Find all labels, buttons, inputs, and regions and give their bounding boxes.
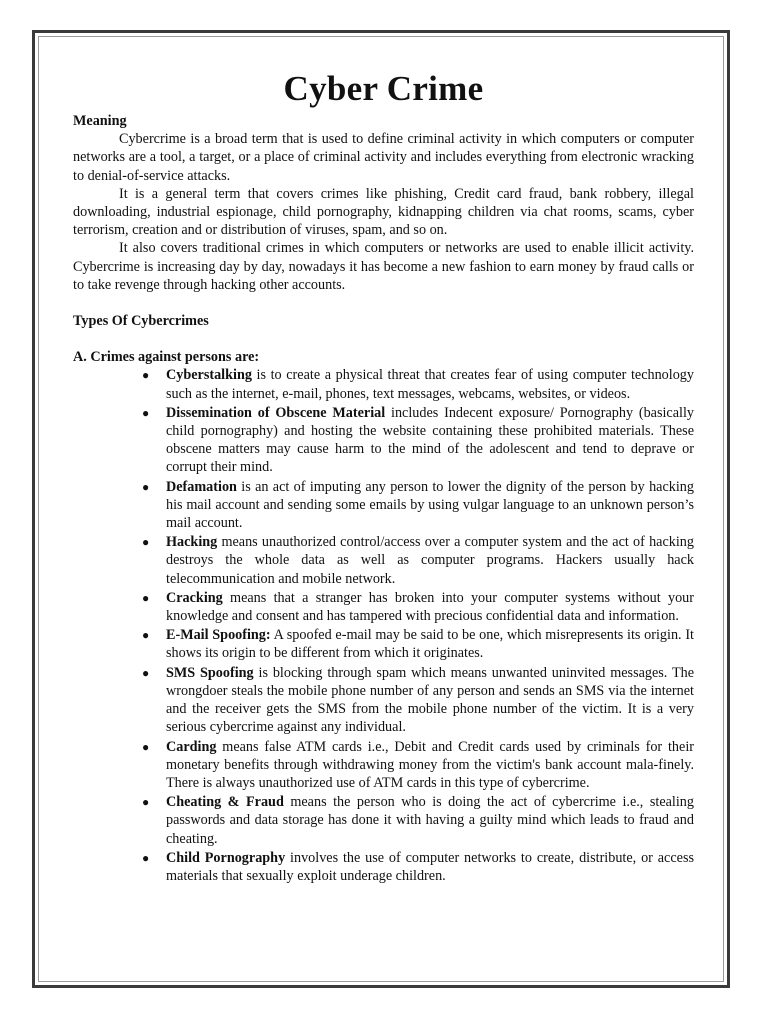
crime-description: involves the use of computer networks to create, distribute, or access materials that sexually exploit underage children. [166, 849, 694, 884]
meaning-paragraph-2: It is a general term that covers crimes like phishing, Credit card fraud, bank robbery, illegal downloading, industrial espionage, child pornography, kidnapping children via chat rooms, scams, cyber terrorism, creation and or distribution of viruses, spam, and so on. [73, 185, 694, 239]
bullet-icon: ● [142, 590, 150, 605]
meaning-paragraph-1: Cybercrime is a broad term that is used to define criminal activity in which computers or computer networks are a tool, a target, or a place of criminal activity and includes everything from electronic wracking to denial-of-service attacks. [73, 131, 694, 184]
bullet-icon: ● [142, 665, 150, 680]
list-item-email-spoofing [142, 626, 695, 662]
list-item-cyberstalking [142, 366, 694, 402]
crime-description: is blocking through spam which means unwanted uninvited messages. The wrongdoer steals the mobile phone number of any person and sends an SMS via the internet and the receiver gets the SMS from the mobile phone number of the victim. It is a very serious cybercrime against any individual. [166, 664, 694, 736]
list-item-sms-spoofing [142, 664, 694, 737]
bullet-icon: ● [142, 628, 150, 643]
meaning-heading: Meaning [73, 113, 127, 129]
bullet-icon: ● [142, 368, 150, 383]
bullet-icon: ● [142, 405, 150, 420]
crime-term: Cyberstalking [166, 367, 252, 384]
list-item-carding [142, 738, 694, 793]
section-a-heading: A. Crimes against persons are: [73, 349, 260, 366]
crime-term: Child Pornography [166, 849, 286, 866]
crime-description: means the person who is doing the act of cybercrime i.e., stealing passwords and data storage has done it with having a guilty mind which leads to fraud and cheating. [166, 794, 694, 847]
crime-term: Dissemination of Obscene Material [166, 404, 386, 421]
bullet-icon: ● [142, 850, 150, 865]
crime-term: SMS Spoofing [166, 664, 254, 681]
list-item-defamation [142, 478, 694, 533]
crime-term: Cheating & Fraud [166, 794, 284, 811]
spacer [73, 294, 694, 312]
meaning-paragraph-3: It also covers traditional crimes in which computers or networks are used to enable illicit activity. Cybercrime is increasing day by day, nowadays it has become a new fashion to earn money by fraud calls or to take revenge through hacking other accounts. [73, 240, 694, 293]
list-item-hacking [142, 533, 694, 588]
crime-description: is to create a physical threat that creates fear of using computer technology such as the internet, e-mail, phones, text messages, webcams, websites, or videos. [166, 367, 694, 402]
bullet-icon: ● [142, 535, 150, 550]
document-title: Cyber Crime [283, 69, 484, 108]
crime-description: is an act of imputing any person to lower the dignity of the person by hacking his mail account and sending some emails by using vulgar language to an unknown person’s mail account. [166, 478, 694, 532]
crime-description: means that a stranger has broken into your computer systems without your knowledge and consent and has tampered with precious confidential data and information. [166, 589, 694, 625]
crime-description: means false ATM cards i.e., Debit and Credit cards used by criminals for their monetary benefits through withdrawing money from the victim's bank account mala-finely. There is always unauthorized use of ATM cards in this type of cybercrime. [166, 738, 694, 791]
bullet-icon: ● [142, 739, 150, 754]
crime-term: E-Mail Spoofing: [166, 627, 271, 644]
spacer [73, 330, 694, 348]
list-item-cheating-fraud [142, 793, 694, 848]
list-item-obscene-material [142, 404, 695, 477]
crime-term: Hacking [166, 534, 218, 551]
crime-description: means unauthorized control/access over a computer system and the act of hacking destroys the whole data as well as computer programs. Hackers usually hack telecommunication and mobile network. [166, 534, 694, 587]
crime-description: A spoofed e-mail may be said to be one, which misrepresents its origin. It shows its origin to be different from which it originates. [166, 627, 695, 662]
crime-description: includes Indecent exposure/ Pornography (basically child pornography) and hosting the website containing these prohibited materials. These obscene matters may cause harm to the mind of the adolescent and tend to deprave or corrupt their mind. [166, 404, 695, 476]
list-item-cracking [142, 589, 694, 625]
crime-list [73, 366, 694, 885]
crime-term: Cracking [166, 589, 223, 606]
bullet-icon: ● [142, 795, 150, 810]
bullet-icon: ● [142, 479, 150, 494]
crime-term: Defamation [166, 478, 237, 495]
document-body [73, 68, 694, 886]
crime-term: Carding [166, 738, 217, 755]
list-item-child-pornography [142, 849, 694, 885]
types-heading: Types Of Cybercrimes [73, 313, 209, 330]
